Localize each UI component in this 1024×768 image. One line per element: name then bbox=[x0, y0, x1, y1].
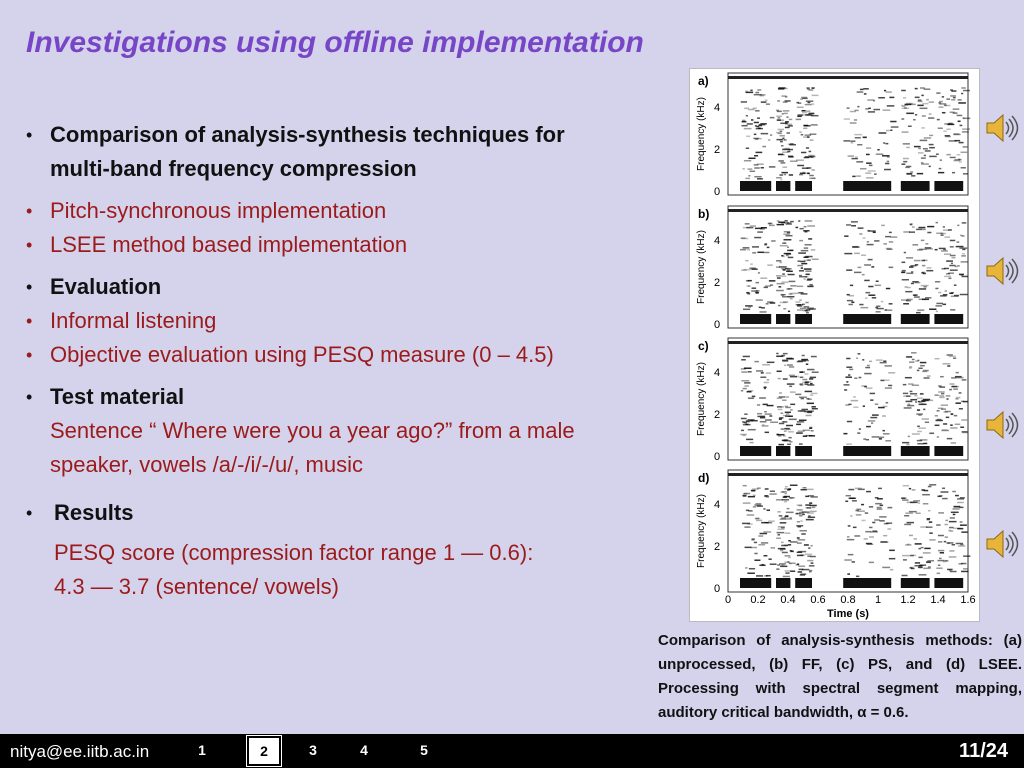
spectrogram-panel bbox=[728, 73, 970, 195]
sub-bullet: • Pitch-synchronous implementation bbox=[26, 198, 387, 223]
y-tick-label: 4 bbox=[714, 367, 721, 379]
page-link-1[interactable]: 1 bbox=[198, 742, 206, 758]
test-material-text-cont: speaker, vowels /a/-/i/-/u/, music bbox=[50, 452, 363, 477]
test-material-text: Sentence “ Where were you a year ago?” from a male bbox=[50, 418, 575, 443]
x-tick-label: 0.4 bbox=[780, 594, 796, 606]
x-tick-label: 1.4 bbox=[930, 594, 946, 606]
y-tick-label: 0 bbox=[714, 451, 721, 463]
spectrogram-figure bbox=[689, 68, 980, 622]
panel-label: b) bbox=[698, 207, 710, 221]
x-axis-label: Time (s) bbox=[827, 608, 869, 620]
y-axis-label: Frequency (kHz) bbox=[696, 362, 707, 436]
figure-caption: Comparison of analysis-synthesis methods: (a) unprocessed, (b) FF, (c) PS, and (d) LSEE. Processing with spectral segment mapping, auditory critical bandwidth, α = 0.6. bbox=[658, 632, 1022, 721]
x-tick-label: 0.6 bbox=[810, 594, 826, 606]
speaker-icon[interactable] bbox=[984, 407, 1020, 443]
sub-bullet: • Objective evaluation using PESQ measure (0 – 4.5) bbox=[26, 342, 554, 367]
bullet-results: • Results PESQ score (compression factor range 1 — 0.6): 4.3 — 3.7 (sentence/ vowels) bbox=[24, 496, 644, 604]
y-tick-label: 0 bbox=[714, 186, 721, 198]
sub-bullet-text: Objective evaluation using PESQ measure (0 – 4.5) bbox=[50, 342, 554, 367]
x-tick-label: 1.2 bbox=[900, 594, 916, 606]
y-tick-label: 0 bbox=[714, 583, 721, 595]
sub-bullet: • Informal listening bbox=[26, 308, 217, 333]
speaker-icon[interactable] bbox=[984, 253, 1020, 289]
y-tick-label: 2 bbox=[714, 409, 721, 421]
results-text-cont: 4.3 — 3.7 (sentence/ vowels) bbox=[54, 574, 339, 599]
sub-bullet-text: Informal listening bbox=[50, 308, 217, 333]
bullet-heading-cont: multi-band frequency compression bbox=[50, 156, 417, 181]
x-tick-label: 0 bbox=[724, 594, 732, 606]
y-tick-label: 2 bbox=[714, 144, 721, 156]
y-tick-label: 2 bbox=[714, 277, 721, 289]
bullet-test-material: • Test material Sentence “ Where were you a year ago?” from a male speaker, vowels /a/-/i/-/u/, music bbox=[24, 380, 644, 482]
bullet-heading: Results bbox=[54, 500, 134, 525]
page-link-4[interactable]: 4 bbox=[360, 742, 368, 758]
bullet-dot: • bbox=[26, 125, 33, 145]
y-tick-label: 4 bbox=[714, 102, 721, 114]
panel-label: d) bbox=[698, 471, 710, 485]
bullet-comparison bbox=[24, 118, 644, 186]
spectrogram-panel bbox=[728, 206, 968, 328]
results-text: PESQ score (compression factor range 1 — 0.6): bbox=[54, 540, 534, 565]
x-tick-label: 1.6 bbox=[960, 594, 976, 606]
x-tick-label: 1 bbox=[874, 594, 882, 606]
speaker-icon[interactable] bbox=[984, 110, 1020, 146]
page-link-3[interactable]: 3 bbox=[309, 742, 317, 758]
slide-counter: 11/24 bbox=[959, 740, 1008, 762]
spectrogram-panel bbox=[728, 470, 970, 592]
y-tick-label: 4 bbox=[714, 235, 721, 247]
x-tick-label: 0.8 bbox=[840, 594, 856, 606]
bullet-heading: Test material bbox=[50, 384, 185, 409]
sub-bullet-text: Pitch-synchronous implementation bbox=[50, 198, 387, 223]
page-link-5[interactable]: 5 bbox=[420, 742, 428, 758]
y-axis-label: Frequency (kHz) bbox=[696, 494, 707, 568]
sub-bullet-text: LSEE method based implementation bbox=[50, 232, 408, 257]
spectrogram-panel bbox=[728, 338, 968, 460]
y-axis-label: Frequency (kHz) bbox=[696, 97, 707, 171]
sub-bullet: • LSEE method based implementation bbox=[26, 232, 408, 257]
slide-title: Investigations using offline implementation bbox=[26, 26, 644, 59]
bullet-heading: Evaluation bbox=[50, 274, 162, 299]
footer-bar bbox=[0, 734, 1024, 768]
y-axis-label: Frequency (kHz) bbox=[696, 230, 707, 304]
footer-email: nitya@ee.iitb.ac.in bbox=[10, 742, 150, 761]
panel-label: c) bbox=[698, 339, 709, 353]
page-link-2-active[interactable]: 2 bbox=[247, 736, 281, 766]
bullet-list bbox=[24, 118, 644, 604]
panel-label: a) bbox=[698, 74, 709, 88]
bullet-heading: Comparison of analysis-synthesis techniques for bbox=[50, 122, 565, 147]
y-tick-label: 4 bbox=[714, 499, 721, 511]
spectrogram-panels bbox=[690, 69, 979, 621]
x-tick-label: 0.2 bbox=[750, 594, 766, 606]
bullet-evaluation: • Evaluation bbox=[24, 270, 644, 304]
speaker-icon[interactable] bbox=[984, 526, 1020, 562]
y-tick-label: 0 bbox=[714, 319, 721, 331]
y-tick-label: 2 bbox=[714, 541, 721, 553]
